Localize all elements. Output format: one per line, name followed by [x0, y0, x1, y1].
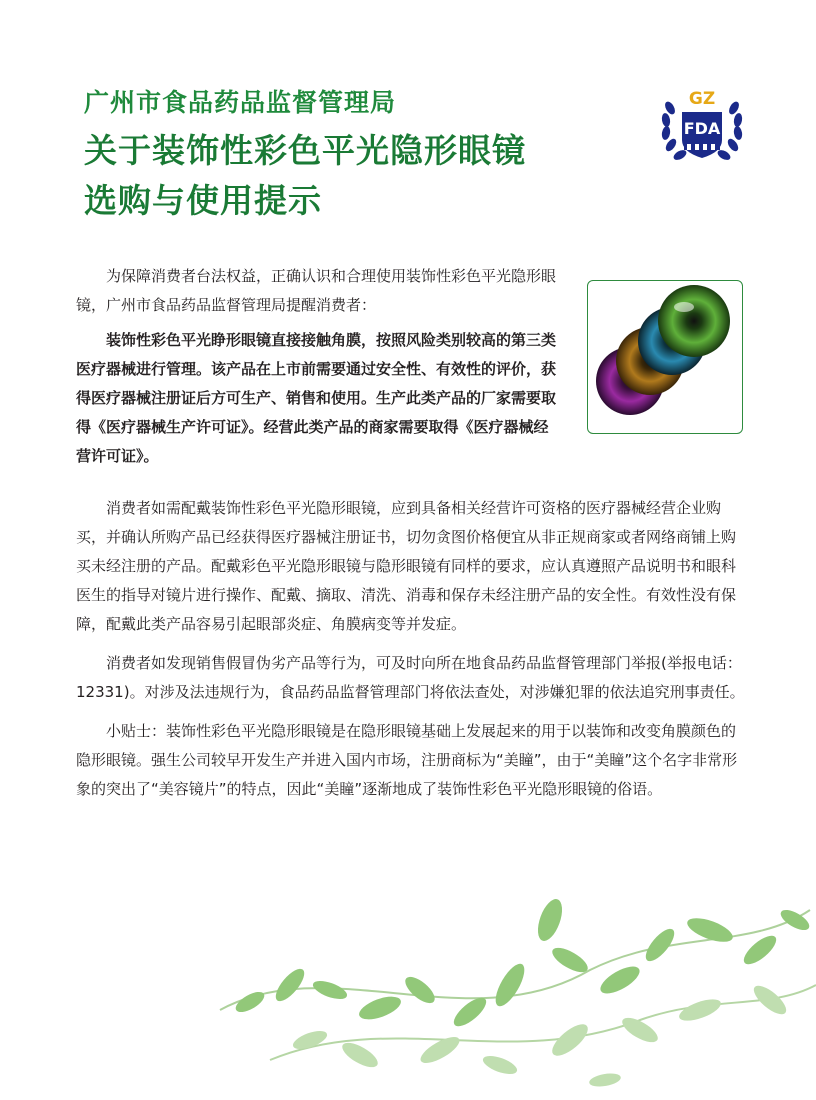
- purchase-paragraph: 消费者如需配戴装饰性彩色平光隐形眼镜，应到具备相关经营许可资格的医疗器械经营企业购买，并确认所购产品已经获得医疗器械注册证书，切勿贪图价格便宜从非正规商家或者网络商铺上购买未经注册的产品。配戴彩色平光隐形眼镜与隐形眼镜有同样的要求，应认真遵照产品说明书和眼科医生的指导对镜片进行操作、配戴、摘取、清洗、消毒和保存未经注册产品的安全性。有效性没有保障，配戴此类产品容易引起眼部炎症、角膜病变等并发症。: [76, 499, 737, 633]
- colored-eye-lenses-icon: [588, 281, 742, 433]
- page-title-line1: 关于装饰性彩色平光隐形眼镜: [84, 131, 526, 170]
- logo-main-text: FDA: [683, 119, 721, 138]
- intro-paragraph: 为保障消费者台法权益，正确认识和合理使用装饰性彩色平光隐形眼镜，广州市食品药品监督管理局提醒消费者：: [76, 267, 557, 314]
- green-leaves-decoration-icon: [210, 890, 816, 1100]
- page-title-line2: 选购与使用提示: [84, 181, 322, 220]
- logo-top-text: GZ: [688, 89, 716, 109]
- colored-lens-image: [587, 280, 743, 434]
- report-paragraph: 消费者如发现销售假冒伪劣产品等行为，可及时向所在地食品药品监督管理部门举报(举报电话：12331)。对涉及法违规行为，食品药品监督管理部门将依法查处，对涉嫌犯罪的依法追究刑事责任。: [76, 654, 745, 701]
- gz-fda-logo-icon: [656, 78, 748, 170]
- organization-name: 广州市食品药品监督管理局: [84, 88, 397, 117]
- regulation-paragraph: 装饰性彩色平光睁形眼镜直接接触角膜，按照风险类别较高的第三类医疗器械进行管理。该产品在上市前需要通过安全性、有效性的评价，获得医疗器械注册证后方可生产、销售和使用。生产此类产品的厂家需要取得《医疗器械生产许可证》。经营此类产品的商家需要取得《医疗器械经营许可证》。: [76, 331, 557, 465]
- body-block: [76, 494, 746, 814]
- header: [84, 86, 604, 226]
- tips-paragraph: 小贴士：装饰性彩色平光隐形眼镜是在隐形眼镜基础上发展起来的用于以装饰和改变角膜颜色的隐形眼镜。强生公司较早开发生产并进入国内市场，注册商标为“美瞳”，由于“美瞳”这个名字非常形象的突出了“美容镜片”的特点，因此“美瞳”逐渐地成了装饰性彩色平光隐形眼镜的俗语。: [76, 722, 738, 798]
- intro-block: [76, 262, 556, 471]
